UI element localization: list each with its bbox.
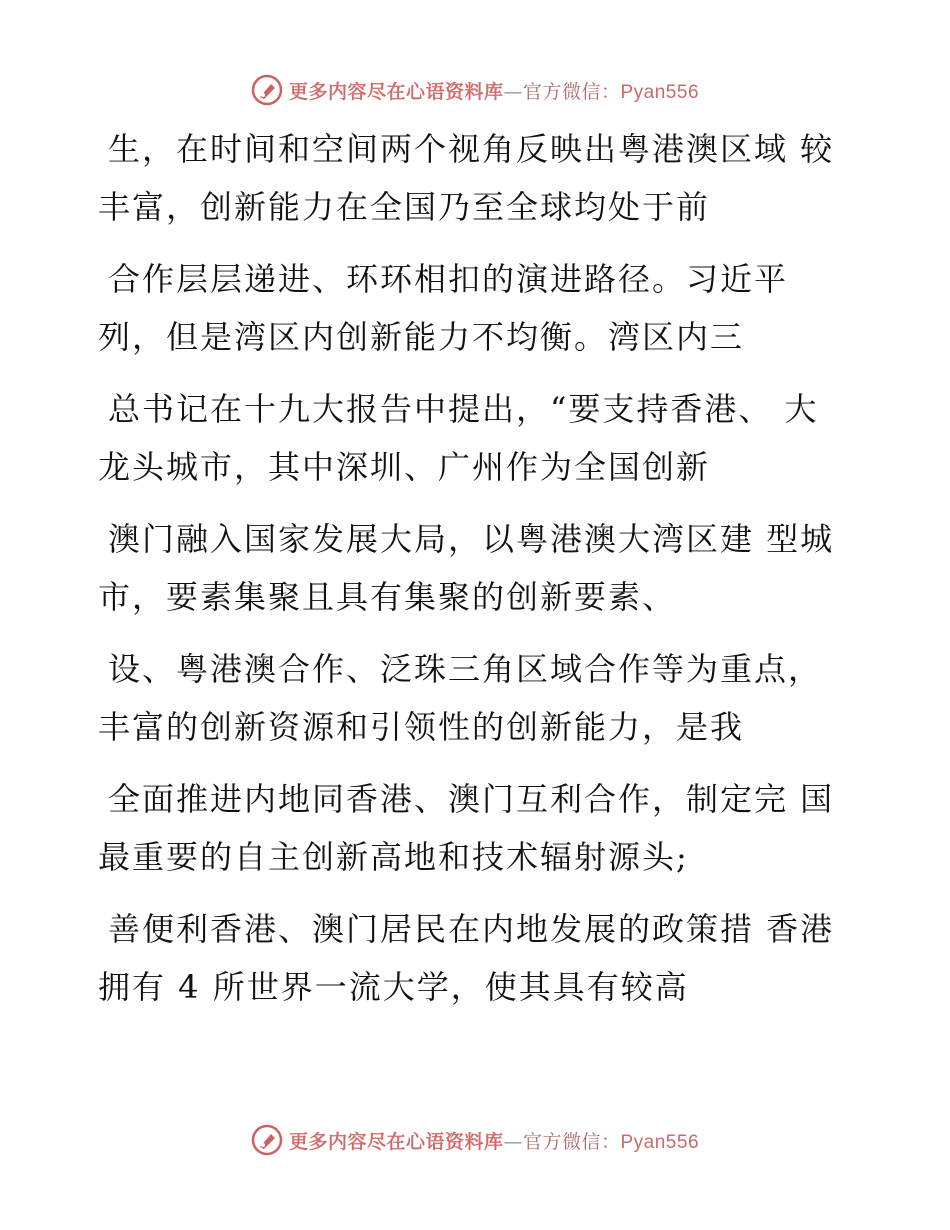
text-line: 最重要的自主创新高地和技术辐射源头; (98, 838, 689, 876)
text-line: 全面推进内地同香港、澳门互利合作，制定完 国 (108, 780, 835, 818)
text-line: 设、粤港澳合作、泛珠三角区域合作等为重点， (108, 650, 823, 688)
paragraph-block (98, 380, 858, 496)
watermark-main-text: 更多内容尽在心语资料库 (288, 1130, 504, 1153)
watermark-main-text: 更多内容尽在心语资料库 (288, 80, 504, 103)
paragraph-block (98, 900, 858, 1016)
watermark-wechat-label: 官方微信： (522, 1130, 621, 1153)
text-line: 市，要素集聚且具有集聚的创新要素、 (98, 578, 677, 616)
text-line: 合作层层递进、环环相扣的演进路径。习近平 (108, 260, 789, 298)
text-line: 丰富，创新能力在全国乃至全球均处于前 (98, 188, 711, 226)
paragraph-block (98, 640, 858, 756)
text-line: 澳门融入国家发展大局，以粤港澳大湾区建 型城 (108, 520, 835, 558)
paragraph-block (98, 510, 858, 626)
watermark-wechat-label: 官方微信： (522, 80, 621, 103)
paragraph-block (98, 250, 858, 366)
header-watermark (0, 70, 950, 110)
text-line: 拥有 4 所世界一流大学，使其具有较高 (98, 968, 689, 1006)
paragraph-block (98, 770, 858, 886)
watermark-text (289, 77, 699, 104)
document-body (98, 120, 858, 1030)
pen-nib-logo-icon (251, 74, 283, 106)
watermark-wechat-id: Pyan556 (620, 81, 700, 103)
text-line: 龙头城市，其中深圳、广州作为全国创新 (98, 448, 711, 486)
watermark-separator: — (503, 1130, 523, 1153)
footer-watermark (0, 1120, 950, 1160)
pen-nib-logo-icon (251, 1124, 283, 1156)
watermark-separator: — (503, 80, 523, 103)
text-line: 善便利香港、澳门居民在内地发展的政策措 香港 (108, 910, 835, 948)
text-line: 生，在时间和空间两个视角反映出粤港澳区域 较 (108, 130, 835, 168)
watermark-text (289, 1127, 699, 1154)
text-line: 总书记在十九大报告中提出，“要支持香港、 大 (108, 390, 819, 428)
text-line: 丰富的创新资源和引领性的创新能力，是我 (98, 708, 745, 746)
paragraph-block (98, 120, 858, 236)
text-line: 列，但是湾区内创新能力不均衡。湾区内三 (98, 318, 745, 356)
watermark-wechat-id: Pyan556 (620, 1131, 700, 1153)
